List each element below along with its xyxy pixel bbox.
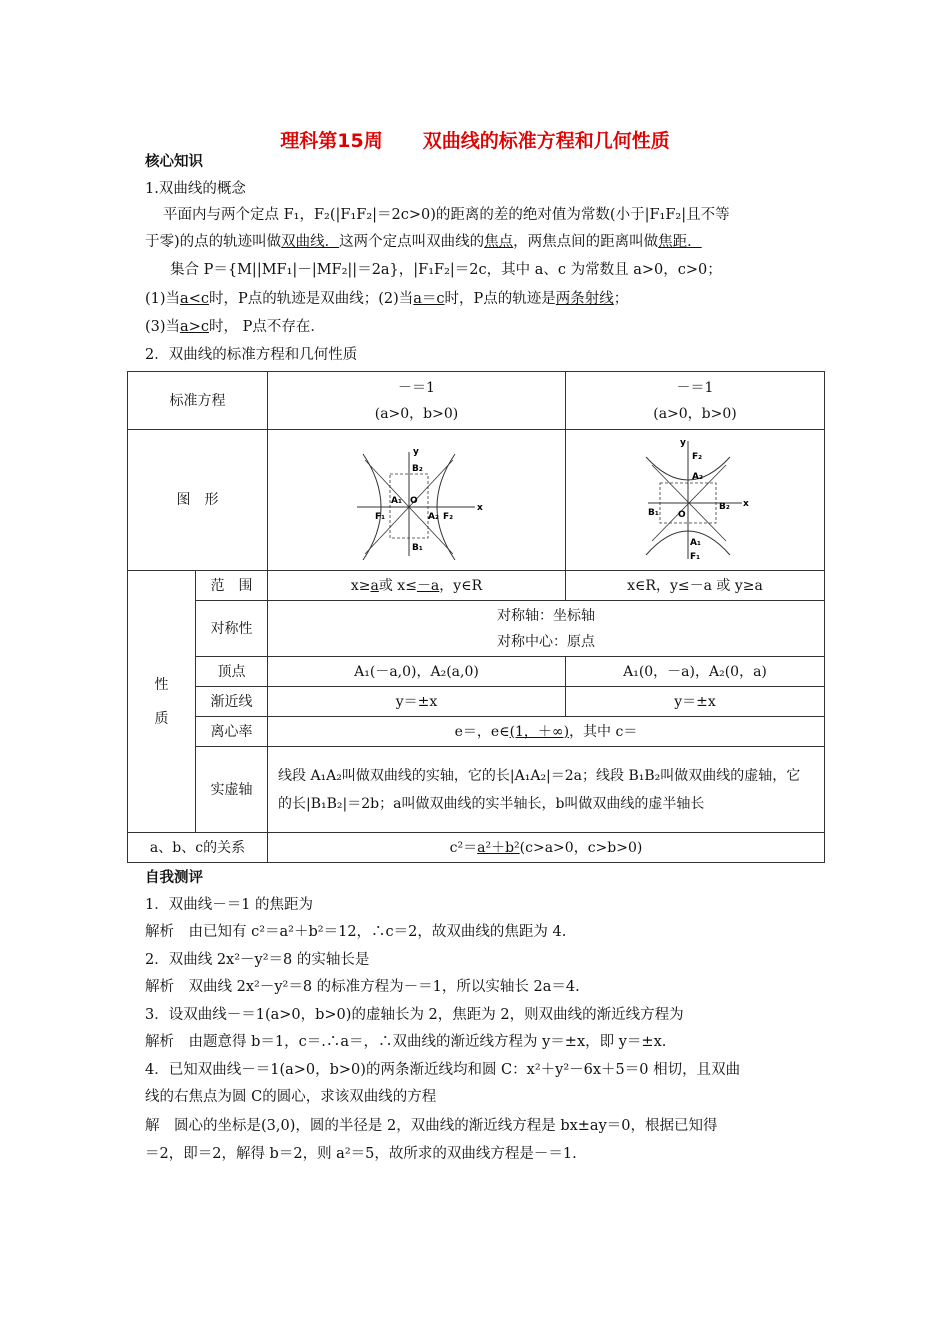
svg-text:F₂: F₂ bbox=[442, 512, 453, 522]
svg-text:A₁: A₁ bbox=[690, 538, 701, 548]
abc-label: a、b、c的关系 bbox=[128, 833, 268, 863]
asymptote-label: 渐近线 bbox=[196, 687, 268, 717]
hyperbola-x-graph bbox=[347, 440, 487, 560]
svg-text:B₂: B₂ bbox=[411, 464, 423, 474]
abc-value: c²＝a²＋b²(c>a>0，c>b>0) bbox=[268, 833, 825, 863]
asymptote-x: y＝±x bbox=[268, 687, 566, 717]
s2-title: 2．双曲线的标准方程和几何性质 bbox=[145, 347, 358, 363]
s1-p1b: 于零)的点的轨迹叫做双曲线．这两个定点叫双曲线的焦点，两焦点间的距离叫做焦距． bbox=[145, 234, 702, 250]
a4-line1: 解 圆心的坐标是(3,0)，圆的半径是 2，双曲线的渐近线方程是 bx±ay＝0，根据已知得 bbox=[145, 1118, 718, 1134]
graph-label: 图 形 bbox=[128, 430, 268, 571]
a2: 解析 双曲线 2x²－y²＝8 的标准方程为－＝1，所以实轴长 2a＝4. bbox=[145, 979, 580, 995]
title-week: 理科第15周 bbox=[280, 130, 383, 152]
a1: 解析 由已知有 c²＝a²＋b²＝12，∴c＝2，故双曲线的焦距为 4. bbox=[145, 924, 567, 940]
axis-label: 实虚轴 bbox=[196, 747, 268, 833]
range-label: 范 围 bbox=[196, 571, 268, 601]
symmetry-label: 对称性 bbox=[196, 601, 268, 657]
equation-x: －＝1 (a>0，b>0) bbox=[268, 372, 566, 430]
graph-x-cell bbox=[268, 430, 566, 571]
svg-text:y: y bbox=[412, 447, 419, 457]
svg-text:x: x bbox=[476, 503, 483, 513]
svg-text:B₂: B₂ bbox=[719, 502, 730, 512]
vertex-y: A₁(0，－a)，A₂(0，a) bbox=[566, 657, 825, 687]
range-x: x≥a或 x≤－a，y∈R bbox=[268, 571, 566, 601]
axis-value: 线段 A₁A₂叫做双曲线的实轴，它的长|A₁A₂|＝2a；线段 B₁B₂叫做双曲线的虚轴，它的长|B₁B₂|＝2b；a叫做双曲线的实半轴长，b叫做双曲线的虚半轴长 bbox=[268, 747, 825, 833]
equation-y: －＝1 (a>0，b>0) bbox=[566, 372, 825, 430]
s1-title: 1.双曲线的概念 bbox=[145, 181, 246, 197]
svg-text:F₁: F₁ bbox=[690, 552, 701, 562]
self-test-heading: 自我测评 bbox=[145, 870, 203, 886]
q3: 3．设双曲线－＝1(a>0，b>0)的虚轴长为 2，焦距为 2，则双曲线的渐近线方程为 bbox=[145, 1007, 684, 1023]
equation-label: 标准方程 bbox=[128, 372, 268, 430]
eccentricity-value: e＝，e∈(1，＋∞)，其中 c＝ bbox=[268, 717, 825, 747]
svg-text:F₂: F₂ bbox=[692, 452, 703, 462]
vertex-x: A₁(－a,0)，A₂(a,0) bbox=[268, 657, 566, 687]
svg-text:A₂: A₂ bbox=[427, 512, 439, 522]
svg-text:O: O bbox=[678, 510, 686, 520]
property-label: 性 质 bbox=[128, 571, 196, 833]
svg-text:A₁: A₁ bbox=[390, 496, 402, 506]
s1-case3: (3)当a>c时， P点不存在． bbox=[145, 319, 325, 335]
svg-text:B₁: B₁ bbox=[411, 543, 423, 553]
a3: 解析 由题意得 b＝1，c＝.∴a＝，∴双曲线的渐近线方程为 y＝±x，即 y＝±x. bbox=[145, 1034, 667, 1050]
vertex-label: 顶点 bbox=[196, 657, 268, 687]
hyperbola-properties-table bbox=[127, 371, 825, 863]
hyperbola-y-graph bbox=[640, 435, 750, 565]
svg-text:x: x bbox=[743, 499, 749, 509]
page-title bbox=[0, 126, 950, 153]
svg-text:B₁: B₁ bbox=[648, 508, 659, 518]
q4-line2: 线的右焦点为圆 C的圆心，求该双曲线的方程 bbox=[145, 1089, 437, 1105]
s1-p1a: 平面内与两个定点 F₁，F₂(|F₁F₂|＝2c>0)的距离的差的绝对值为常数(小于|F₁F₂|且不等 bbox=[163, 207, 730, 223]
s1-set: 集合 P＝{M||MF₁|－|MF₂||＝2a}，|F₁F₂|＝2c，其中 a、c 为常数且 a>0，c>0； bbox=[170, 262, 722, 278]
range-y: x∈R，y≤－a 或 y≥a bbox=[566, 571, 825, 601]
graph-y-cell bbox=[566, 430, 825, 571]
symmetry-value: 对称轴：坐标轴 对称中心：原点 bbox=[268, 601, 825, 657]
svg-text:y: y bbox=[680, 438, 686, 448]
a4-line2: ＝2，即＝2，解得 b＝2，则 a²＝5，故所求的双曲线方程是－＝1. bbox=[145, 1146, 577, 1162]
svg-text:O: O bbox=[409, 496, 418, 506]
eccentricity-label: 离心率 bbox=[196, 717, 268, 747]
s1-case1-2: (1)当a<c时，P点的轨迹是双曲线；(2)当a＝c时，P点的轨迹是两条射线； bbox=[145, 291, 629, 307]
svg-text:A₂: A₂ bbox=[692, 472, 703, 482]
q2: 2．双曲线 2x²－y²＝8 的实轴长是 bbox=[145, 952, 370, 968]
core-heading: 核心知识 bbox=[145, 154, 203, 170]
q1: 1．双曲线－＝1 的焦距为 bbox=[145, 897, 314, 913]
asymptote-y: y＝±x bbox=[566, 687, 825, 717]
title-topic: 双曲线的标准方程和几何性质 bbox=[422, 130, 670, 152]
svg-text:F₁: F₁ bbox=[374, 512, 385, 522]
q4-line1: 4．已知双曲线－＝1(a>0，b>0)的两条渐近线均和圆 C：x²＋y²－6x＋5＝0 相切，且双曲 bbox=[145, 1062, 741, 1078]
